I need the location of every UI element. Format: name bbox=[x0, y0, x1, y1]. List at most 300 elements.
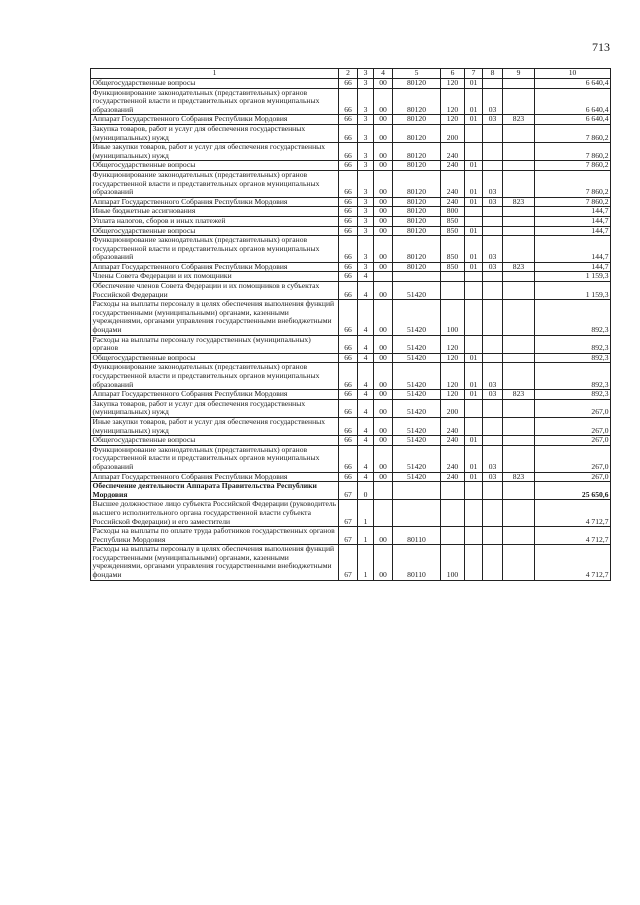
cell-col4: 00 bbox=[374, 197, 393, 207]
cell-col2: 66 bbox=[339, 197, 358, 207]
table-row bbox=[91, 527, 611, 545]
row-amount: 7 860,2 bbox=[535, 161, 611, 171]
table-row bbox=[91, 545, 611, 580]
cell-col8 bbox=[483, 79, 503, 89]
cell-col6: 120 bbox=[441, 390, 465, 400]
row-name: Аппарат Государственного Собрания Республики Мордовия bbox=[91, 472, 339, 482]
cell-col3: 3 bbox=[358, 197, 374, 207]
cell-col4 bbox=[374, 500, 393, 527]
cell-col3: 4 bbox=[358, 335, 374, 353]
cell-col2: 66 bbox=[339, 417, 358, 435]
cell-col8 bbox=[483, 272, 503, 282]
cell-col7 bbox=[465, 545, 483, 580]
cell-col5: 51420 bbox=[393, 417, 441, 435]
cell-col5: 51420 bbox=[393, 300, 441, 335]
cell-col7: 01 bbox=[465, 445, 483, 472]
table-row bbox=[91, 500, 611, 527]
cell-col6: 120 bbox=[441, 353, 465, 363]
cell-col5: 51420 bbox=[393, 399, 441, 417]
column-header: 1 bbox=[91, 69, 339, 79]
cell-col2: 66 bbox=[339, 353, 358, 363]
row-name: Иные закупки товаров, работ и услуг для обеспечения государственных (муниципальных) нужд bbox=[91, 143, 339, 161]
cell-col8 bbox=[483, 436, 503, 446]
table-row bbox=[91, 363, 611, 390]
cell-col3: 3 bbox=[358, 88, 374, 115]
row-name: Общегосударственные вопросы bbox=[91, 226, 339, 236]
cell-col7: 01 bbox=[465, 353, 483, 363]
cell-col8 bbox=[483, 226, 503, 236]
row-amount: 144,7 bbox=[535, 262, 611, 272]
cell-col5: 80120 bbox=[393, 115, 441, 125]
cell-col7 bbox=[465, 417, 483, 435]
cell-col5: 51420 bbox=[393, 472, 441, 482]
cell-col2: 66 bbox=[339, 216, 358, 226]
table-row bbox=[91, 272, 611, 282]
cell-col7 bbox=[465, 207, 483, 217]
cell-col4: 00 bbox=[374, 262, 393, 272]
cell-col7 bbox=[465, 335, 483, 353]
cell-col9 bbox=[503, 445, 535, 472]
cell-col5: 80120 bbox=[393, 79, 441, 89]
table-row bbox=[91, 143, 611, 161]
cell-col4: 00 bbox=[374, 143, 393, 161]
row-amount: 892,3 bbox=[535, 353, 611, 363]
cell-col9 bbox=[503, 353, 535, 363]
cell-col8 bbox=[483, 216, 503, 226]
cell-col3: 3 bbox=[358, 170, 374, 197]
row-amount: 267,0 bbox=[535, 417, 611, 435]
table-row bbox=[91, 436, 611, 446]
cell-col2: 66 bbox=[339, 143, 358, 161]
cell-col3: 3 bbox=[358, 79, 374, 89]
table-row bbox=[91, 216, 611, 226]
cell-col9 bbox=[503, 161, 535, 171]
cell-col2: 67 bbox=[339, 527, 358, 545]
cell-col9 bbox=[503, 482, 535, 500]
cell-col6: 200 bbox=[441, 124, 465, 142]
cell-col9 bbox=[503, 545, 535, 580]
cell-col8: 03 bbox=[483, 472, 503, 482]
row-amount: 1 159,3 bbox=[535, 282, 611, 300]
cell-col9 bbox=[503, 527, 535, 545]
cell-col6: 850 bbox=[441, 262, 465, 272]
cell-col2: 66 bbox=[339, 226, 358, 236]
row-name: Обеспечение членов Совета Федерации и их помощников в субъектах Российской Федерации bbox=[91, 282, 339, 300]
row-amount: 7 860,2 bbox=[535, 124, 611, 142]
cell-col7 bbox=[465, 143, 483, 161]
cell-col3: 1 bbox=[358, 500, 374, 527]
cell-col5: 80120 bbox=[393, 170, 441, 197]
cell-col8 bbox=[483, 482, 503, 500]
table-row bbox=[91, 472, 611, 482]
cell-col3: 4 bbox=[358, 300, 374, 335]
column-header: 5 bbox=[393, 69, 441, 79]
cell-col4: 00 bbox=[374, 226, 393, 236]
cell-col5: 51420 bbox=[393, 363, 441, 390]
cell-col7 bbox=[465, 272, 483, 282]
row-name: Закупка товаров, работ и услуг для обеспечения государственных (муниципальных) нужд bbox=[91, 399, 339, 417]
budget-table bbox=[90, 68, 611, 581]
row-amount: 892,3 bbox=[535, 335, 611, 353]
cell-col2: 66 bbox=[339, 445, 358, 472]
cell-col7: 01 bbox=[465, 197, 483, 207]
cell-col5 bbox=[393, 272, 441, 282]
column-header: 6 bbox=[441, 69, 465, 79]
cell-col4: 00 bbox=[374, 170, 393, 197]
cell-col6 bbox=[441, 482, 465, 500]
cell-col7 bbox=[465, 399, 483, 417]
row-amount: 144,7 bbox=[535, 216, 611, 226]
row-name: Функционирование законодательных (представительных) органов государственной власти и представительных органов муниципальных образований bbox=[91, 88, 339, 115]
cell-col3: 4 bbox=[358, 353, 374, 363]
cell-col6: 120 bbox=[441, 88, 465, 115]
cell-col6: 240 bbox=[441, 143, 465, 161]
cell-col6: 240 bbox=[441, 197, 465, 207]
row-name: Общегосударственные вопросы bbox=[91, 353, 339, 363]
cell-col8 bbox=[483, 143, 503, 161]
row-amount: 25 650,6 bbox=[535, 482, 611, 500]
cell-col7: 01 bbox=[465, 88, 483, 115]
cell-col4: 00 bbox=[374, 115, 393, 125]
cell-col7: 01 bbox=[465, 390, 483, 400]
cell-col4: 00 bbox=[374, 79, 393, 89]
cell-col5: 51420 bbox=[393, 445, 441, 472]
cell-col2: 66 bbox=[339, 124, 358, 142]
row-amount: 144,7 bbox=[535, 226, 611, 236]
table-row bbox=[91, 88, 611, 115]
cell-col6: 100 bbox=[441, 545, 465, 580]
cell-col9 bbox=[503, 363, 535, 390]
cell-col4 bbox=[374, 272, 393, 282]
cell-col9 bbox=[503, 216, 535, 226]
cell-col4: 00 bbox=[374, 436, 393, 446]
row-amount: 7 860,2 bbox=[535, 143, 611, 161]
cell-col9 bbox=[503, 500, 535, 527]
row-amount: 1 159,3 bbox=[535, 272, 611, 282]
column-header: 10 bbox=[535, 69, 611, 79]
cell-col2: 66 bbox=[339, 399, 358, 417]
row-amount: 144,7 bbox=[535, 207, 611, 217]
cell-col8 bbox=[483, 124, 503, 142]
cell-col4: 00 bbox=[374, 472, 393, 482]
cell-col3: 0 bbox=[358, 482, 374, 500]
cell-col2: 66 bbox=[339, 272, 358, 282]
row-amount: 7 860,2 bbox=[535, 170, 611, 197]
column-header: 7 bbox=[465, 69, 483, 79]
row-name: Уплата налогов, сборов и иных платежей bbox=[91, 216, 339, 226]
cell-col2: 66 bbox=[339, 115, 358, 125]
cell-col6: 850 bbox=[441, 236, 465, 263]
row-name: Функционирование законодательных (представительных) органов государственной власти и представительных органов муниципальных образований bbox=[91, 363, 339, 390]
row-name: Закупка товаров, работ и услуг для обеспечения государственных (муниципальных) нужд bbox=[91, 124, 339, 142]
cell-col6 bbox=[441, 500, 465, 527]
column-header: 2 bbox=[339, 69, 358, 79]
cell-col7: 01 bbox=[465, 363, 483, 390]
row-name: Общегосударственные вопросы bbox=[91, 436, 339, 446]
cell-col3: 4 bbox=[358, 399, 374, 417]
table-row bbox=[91, 335, 611, 353]
cell-col7: 01 bbox=[465, 262, 483, 272]
cell-col7 bbox=[465, 482, 483, 500]
cell-col5: 80120 bbox=[393, 124, 441, 142]
cell-col9 bbox=[503, 399, 535, 417]
cell-col5: 80120 bbox=[393, 226, 441, 236]
cell-col8 bbox=[483, 282, 503, 300]
cell-col4: 00 bbox=[374, 335, 393, 353]
row-name: Иные закупки товаров, работ и услуг для обеспечения государственных (муниципальных) нужд bbox=[91, 417, 339, 435]
cell-col9 bbox=[503, 282, 535, 300]
cell-col4: 00 bbox=[374, 161, 393, 171]
cell-col9 bbox=[503, 143, 535, 161]
cell-col7 bbox=[465, 216, 483, 226]
cell-col3: 4 bbox=[358, 417, 374, 435]
row-amount: 7 860,2 bbox=[535, 197, 611, 207]
cell-col2: 66 bbox=[339, 282, 358, 300]
cell-col2: 66 bbox=[339, 170, 358, 197]
cell-col4: 00 bbox=[374, 417, 393, 435]
cell-col7 bbox=[465, 527, 483, 545]
cell-col8 bbox=[483, 335, 503, 353]
cell-col4 bbox=[374, 482, 393, 500]
cell-col5: 80120 bbox=[393, 236, 441, 263]
cell-col3: 4 bbox=[358, 282, 374, 300]
cell-col3: 1 bbox=[358, 527, 374, 545]
cell-col6: 120 bbox=[441, 115, 465, 125]
cell-col7: 01 bbox=[465, 236, 483, 263]
cell-col2: 66 bbox=[339, 88, 358, 115]
cell-col9 bbox=[503, 236, 535, 263]
cell-col9: 823 bbox=[503, 262, 535, 272]
row-amount: 6 640,4 bbox=[535, 79, 611, 89]
column-header: 3 bbox=[358, 69, 374, 79]
cell-col8 bbox=[483, 207, 503, 217]
cell-col3: 3 bbox=[358, 207, 374, 217]
row-amount: 4 712,7 bbox=[535, 527, 611, 545]
column-header: 4 bbox=[374, 69, 393, 79]
row-name: Функционирование законодательных (представительных) органов государственной власти и представительных органов муниципальных образований bbox=[91, 445, 339, 472]
cell-col6: 120 bbox=[441, 79, 465, 89]
cell-col7: 01 bbox=[465, 161, 483, 171]
row-amount: 4 712,7 bbox=[535, 545, 611, 580]
cell-col5: 51420 bbox=[393, 335, 441, 353]
cell-col4: 00 bbox=[374, 363, 393, 390]
table-row bbox=[91, 226, 611, 236]
cell-col2: 66 bbox=[339, 262, 358, 272]
row-amount: 267,0 bbox=[535, 399, 611, 417]
cell-col6: 120 bbox=[441, 363, 465, 390]
cell-col9 bbox=[503, 272, 535, 282]
cell-col5: 80120 bbox=[393, 207, 441, 217]
cell-col9 bbox=[503, 88, 535, 115]
row-name: Аппарат Государственного Собрания Республики Мордовия bbox=[91, 262, 339, 272]
cell-col9 bbox=[503, 226, 535, 236]
row-name: Обеспечение деятельности Аппарата Правительства Республики Мордовия bbox=[91, 482, 339, 500]
cell-col4: 00 bbox=[374, 545, 393, 580]
row-name: Члены Совета Федерации и их помощники bbox=[91, 272, 339, 282]
cell-col5: 80120 bbox=[393, 262, 441, 272]
table-row bbox=[91, 262, 611, 272]
row-amount: 267,0 bbox=[535, 472, 611, 482]
row-amount: 6 640,4 bbox=[535, 88, 611, 115]
cell-col2: 66 bbox=[339, 236, 358, 263]
cell-col6: 240 bbox=[441, 436, 465, 446]
row-name: Функционирование законодательных (представительных) органов государственной власти и представительных органов муниципальных образований bbox=[91, 236, 339, 263]
cell-col8: 03 bbox=[483, 363, 503, 390]
cell-col3: 4 bbox=[358, 472, 374, 482]
row-name: Расходы на выплаты по оплате труда работников государственных органов Республики Мордовия bbox=[91, 527, 339, 545]
row-name: Расходы на выплаты персоналу государственных (муниципальных) органов bbox=[91, 335, 339, 353]
cell-col8 bbox=[483, 300, 503, 335]
cell-col4: 00 bbox=[374, 390, 393, 400]
cell-col3: 3 bbox=[358, 124, 374, 142]
cell-col2: 66 bbox=[339, 390, 358, 400]
table-row bbox=[91, 236, 611, 263]
table-row bbox=[91, 282, 611, 300]
cell-col8 bbox=[483, 417, 503, 435]
cell-col8: 03 bbox=[483, 170, 503, 197]
cell-col4: 00 bbox=[374, 207, 393, 217]
row-name: Иные бюджетные ассигнования bbox=[91, 207, 339, 217]
cell-col6: 240 bbox=[441, 472, 465, 482]
cell-col6: 120 bbox=[441, 335, 465, 353]
cell-col6 bbox=[441, 282, 465, 300]
cell-col7: 01 bbox=[465, 226, 483, 236]
cell-col3: 3 bbox=[358, 115, 374, 125]
cell-col3: 3 bbox=[358, 161, 374, 171]
cell-col4: 00 bbox=[374, 236, 393, 263]
row-name: Высшее должностное лицо субъекта Российской Федерации (руководитель высшего исполнительного органа государственной власти субъекта Российской Федерации) и его заместители bbox=[91, 500, 339, 527]
cell-col5: 51420 bbox=[393, 390, 441, 400]
table-row bbox=[91, 161, 611, 171]
cell-col3: 4 bbox=[358, 436, 374, 446]
cell-col9: 823 bbox=[503, 472, 535, 482]
cell-col9 bbox=[503, 207, 535, 217]
table-row bbox=[91, 353, 611, 363]
cell-col5: 80120 bbox=[393, 88, 441, 115]
page-number: 713 bbox=[592, 40, 610, 54]
cell-col7: 01 bbox=[465, 115, 483, 125]
cell-col9 bbox=[503, 335, 535, 353]
cell-col6 bbox=[441, 527, 465, 545]
cell-col6 bbox=[441, 272, 465, 282]
cell-col4: 00 bbox=[374, 216, 393, 226]
table-row bbox=[91, 197, 611, 207]
cell-col9 bbox=[503, 79, 535, 89]
table-row bbox=[91, 390, 611, 400]
cell-col4: 00 bbox=[374, 282, 393, 300]
table-row bbox=[91, 170, 611, 197]
row-name: Общегосударственные вопросы bbox=[91, 79, 339, 89]
header-row bbox=[91, 69, 611, 79]
cell-col7 bbox=[465, 500, 483, 527]
cell-col8 bbox=[483, 545, 503, 580]
cell-col5: 80110 bbox=[393, 527, 441, 545]
cell-col6: 240 bbox=[441, 417, 465, 435]
cell-col5: 51420 bbox=[393, 436, 441, 446]
cell-col8 bbox=[483, 161, 503, 171]
row-name: Аппарат Государственного Собрания Республики Мордовия bbox=[91, 390, 339, 400]
cell-col5: 51420 bbox=[393, 353, 441, 363]
row-amount: 144,7 bbox=[535, 236, 611, 263]
cell-col9 bbox=[503, 417, 535, 435]
cell-col8: 03 bbox=[483, 236, 503, 263]
cell-col7 bbox=[465, 282, 483, 300]
row-name: Расходы на выплаты персоналу в целях обеспечения выполнения функций государственными (муниципальными) органами, казенными учреждениями, органами управления государственными внебюджетными фондами bbox=[91, 545, 339, 580]
cell-col2: 66 bbox=[339, 335, 358, 353]
row-amount: 6 640,4 bbox=[535, 115, 611, 125]
cell-col8 bbox=[483, 353, 503, 363]
table-row bbox=[91, 124, 611, 142]
row-amount: 892,3 bbox=[535, 300, 611, 335]
cell-col5: 80120 bbox=[393, 143, 441, 161]
cell-col7 bbox=[465, 124, 483, 142]
row-amount: 267,0 bbox=[535, 436, 611, 446]
cell-col5: 80110 bbox=[393, 545, 441, 580]
row-name: Общегосударственные вопросы bbox=[91, 161, 339, 171]
cell-col8 bbox=[483, 399, 503, 417]
cell-col2: 67 bbox=[339, 500, 358, 527]
cell-col3: 3 bbox=[358, 226, 374, 236]
cell-col4: 00 bbox=[374, 527, 393, 545]
cell-col2: 66 bbox=[339, 472, 358, 482]
cell-col2: 66 bbox=[339, 79, 358, 89]
cell-col8: 03 bbox=[483, 115, 503, 125]
row-amount: 267,0 bbox=[535, 445, 611, 472]
cell-col9 bbox=[503, 436, 535, 446]
row-name: Расходы на выплаты персоналу в целях обеспечения выполнения функций государственными (муниципальными) органами, казенными учреждениями, органами управления государственными внебюджетными фондами bbox=[91, 300, 339, 335]
row-name: Аппарат Государственного Собрания Республики Мордовия bbox=[91, 197, 339, 207]
cell-col5 bbox=[393, 500, 441, 527]
cell-col6: 240 bbox=[441, 170, 465, 197]
cell-col3: 1 bbox=[358, 545, 374, 580]
cell-col6: 800 bbox=[441, 207, 465, 217]
cell-col3: 3 bbox=[358, 216, 374, 226]
cell-col6: 850 bbox=[441, 226, 465, 236]
cell-col3: 4 bbox=[358, 445, 374, 472]
cell-col9 bbox=[503, 300, 535, 335]
cell-col2: 67 bbox=[339, 482, 358, 500]
cell-col6: 850 bbox=[441, 216, 465, 226]
column-header: 9 bbox=[503, 69, 535, 79]
row-amount: 892,3 bbox=[535, 363, 611, 390]
cell-col9: 823 bbox=[503, 115, 535, 125]
cell-col4: 00 bbox=[374, 353, 393, 363]
cell-col7 bbox=[465, 300, 483, 335]
row-name: Аппарат Государственного Собрания Республики Мордовия bbox=[91, 115, 339, 125]
cell-col7: 01 bbox=[465, 436, 483, 446]
cell-col3: 3 bbox=[358, 262, 374, 272]
cell-col8: 03 bbox=[483, 88, 503, 115]
cell-col2: 66 bbox=[339, 207, 358, 217]
cell-col8: 03 bbox=[483, 262, 503, 272]
cell-col6: 200 bbox=[441, 399, 465, 417]
table-row bbox=[91, 399, 611, 417]
row-amount: 4 712,7 bbox=[535, 500, 611, 527]
cell-col3: 4 bbox=[358, 272, 374, 282]
row-amount: 892,3 bbox=[535, 390, 611, 400]
cell-col8: 03 bbox=[483, 445, 503, 472]
table-row bbox=[91, 417, 611, 435]
cell-col3: 4 bbox=[358, 363, 374, 390]
cell-col2: 66 bbox=[339, 363, 358, 390]
cell-col9 bbox=[503, 124, 535, 142]
table-row bbox=[91, 300, 611, 335]
cell-col9: 823 bbox=[503, 197, 535, 207]
cell-col7: 01 bbox=[465, 472, 483, 482]
cell-col7: 01 bbox=[465, 170, 483, 197]
table-row bbox=[91, 79, 611, 89]
cell-col8 bbox=[483, 527, 503, 545]
